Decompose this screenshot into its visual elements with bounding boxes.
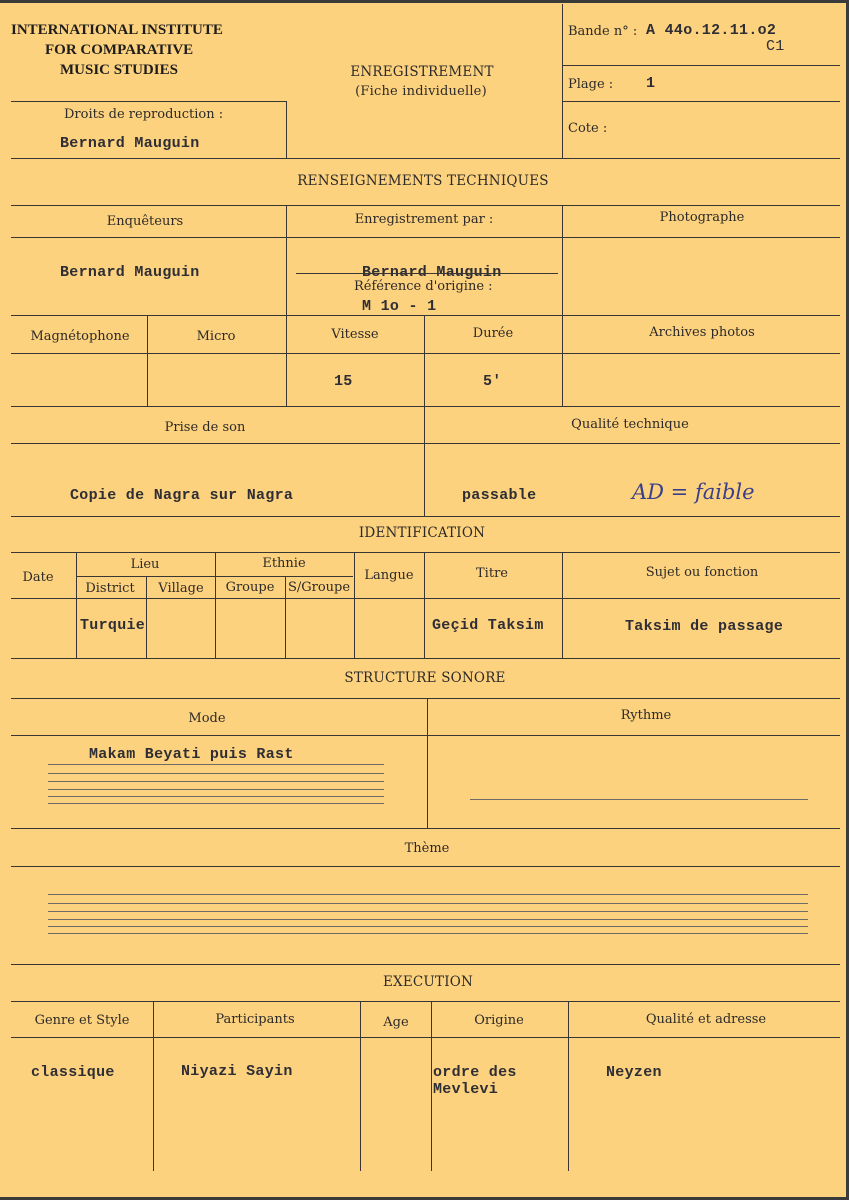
cote-label: Cote : bbox=[568, 121, 608, 136]
sujet-value: Taksim de passage bbox=[625, 618, 784, 635]
divider bbox=[562, 101, 840, 102]
enregistrement-value: Bernard Mauguin bbox=[362, 264, 502, 281]
divider bbox=[11, 698, 840, 699]
groupe-label: Groupe bbox=[225, 580, 275, 595]
divider bbox=[11, 406, 840, 407]
village-label: Village bbox=[158, 581, 204, 596]
age-label: Age bbox=[383, 1015, 409, 1030]
divider bbox=[153, 1001, 154, 1171]
write-line bbox=[48, 894, 808, 895]
divider bbox=[11, 158, 840, 159]
divider bbox=[562, 315, 563, 406]
genre-style-label: Genre et Style bbox=[34, 1013, 130, 1028]
divider bbox=[568, 1001, 569, 1171]
origine-value-line-2: Mevlevi bbox=[433, 1081, 499, 1098]
divider bbox=[11, 735, 840, 736]
mode-label: Mode bbox=[188, 711, 226, 726]
divider bbox=[11, 353, 840, 354]
mode-value: Makam Beyati puis Rast bbox=[89, 746, 294, 763]
reference-label: Référence d'origine : bbox=[354, 279, 493, 294]
divider bbox=[11, 828, 840, 829]
divider bbox=[286, 315, 287, 406]
qualite-adresse-label: Qualité et adresse bbox=[645, 1012, 767, 1027]
qualite-technique-value: passable bbox=[462, 487, 537, 504]
titre-label: Titre bbox=[476, 566, 508, 581]
district-label: District bbox=[85, 581, 135, 596]
divider bbox=[11, 964, 840, 965]
magnetophone-label: Magnétophone bbox=[30, 329, 130, 344]
divider bbox=[285, 576, 286, 658]
write-line bbox=[48, 796, 384, 797]
plage-value: 1 bbox=[646, 75, 656, 92]
divider bbox=[360, 1001, 361, 1171]
enqueteurs-value: Bernard Mauguin bbox=[60, 264, 200, 281]
district-value: Turquie bbox=[80, 617, 146, 634]
participants-label: Participants bbox=[215, 1012, 295, 1027]
rythme-label: Rythme bbox=[620, 708, 672, 723]
participants-value: Niyazi Sayin bbox=[181, 1063, 293, 1080]
divider bbox=[11, 598, 840, 599]
form-subtitle: (Fiche individuelle) bbox=[355, 84, 487, 99]
divider bbox=[11, 205, 840, 206]
form-title: ENREGISTREMENT bbox=[350, 64, 494, 80]
divider bbox=[11, 1001, 840, 1002]
write-line bbox=[48, 781, 384, 782]
droits-value: Bernard Mauguin bbox=[60, 135, 200, 152]
write-line bbox=[48, 919, 808, 920]
divider bbox=[286, 205, 287, 315]
institute-name-line-2: FOR COMPARATIVE bbox=[45, 42, 194, 58]
write-line bbox=[48, 933, 808, 934]
section-title-execution: EXECUTION bbox=[382, 974, 474, 990]
divider bbox=[424, 406, 425, 516]
divider bbox=[76, 552, 77, 658]
divider bbox=[11, 101, 286, 102]
sujet-label: Sujet ou fonction bbox=[645, 565, 759, 580]
section-title-identification: IDENTIFICATION bbox=[358, 525, 486, 541]
vitesse-value: 15 bbox=[334, 373, 353, 390]
qualite-handwritten-note: AD = faible bbox=[632, 480, 755, 504]
write-line bbox=[48, 773, 384, 774]
divider bbox=[424, 552, 425, 658]
divider bbox=[11, 658, 840, 659]
divider bbox=[562, 205, 563, 315]
enregistrement-label: Enregistrement par : bbox=[354, 212, 494, 227]
lieu-label: Lieu bbox=[130, 557, 160, 572]
divider bbox=[354, 552, 355, 658]
duree-label: Durée bbox=[472, 326, 514, 341]
sgroupe-label: S/Groupe bbox=[287, 580, 351, 595]
bande-number: A 44o.12.11.o2 bbox=[646, 22, 777, 39]
section-title-technique: RENSEIGNEMENTS TECHNIQUES bbox=[297, 173, 549, 189]
reference-value: M 1o - 1 bbox=[362, 298, 437, 315]
divider bbox=[11, 315, 840, 316]
droits-label: Droits de reproduction : bbox=[64, 107, 224, 122]
divider bbox=[11, 443, 840, 444]
institute-name-line-3: MUSIC STUDIES bbox=[60, 62, 178, 78]
enqueteurs-label: Enquêteurs bbox=[106, 214, 184, 229]
write-line bbox=[48, 911, 808, 912]
date-label: Date bbox=[22, 570, 54, 585]
divider bbox=[562, 65, 840, 66]
divider bbox=[11, 866, 840, 867]
divider bbox=[146, 576, 147, 658]
write-line bbox=[48, 789, 384, 790]
langue-label: Langue bbox=[364, 568, 414, 583]
divider bbox=[11, 1037, 840, 1038]
institute-name-line-1: INTERNATIONAL INSTITUTE bbox=[11, 22, 223, 38]
divider bbox=[427, 698, 428, 828]
divider bbox=[11, 516, 840, 517]
prise-de-son-value: Copie de Nagra sur Nagra bbox=[70, 487, 294, 504]
divider bbox=[11, 552, 840, 553]
duree-value: 5' bbox=[483, 373, 502, 390]
ethnie-label: Ethnie bbox=[262, 556, 306, 571]
write-line bbox=[470, 799, 808, 800]
qualite-technique-label: Qualité technique bbox=[571, 417, 689, 432]
divider bbox=[286, 101, 287, 158]
prise-de-son-label: Prise de son bbox=[164, 420, 246, 435]
divider bbox=[562, 552, 563, 658]
divider bbox=[424, 315, 425, 406]
divider bbox=[431, 1001, 432, 1171]
section-title-structure: STRUCTURE SONORE bbox=[344, 670, 506, 686]
vitesse-label: Vitesse bbox=[331, 327, 379, 342]
bande-suffix: C1 bbox=[766, 38, 785, 55]
strike-line bbox=[296, 273, 558, 274]
origine-value-line-1: ordre des bbox=[433, 1064, 517, 1081]
theme-label: Thème bbox=[404, 841, 450, 856]
origine-label: Origine bbox=[474, 1013, 524, 1028]
photographe-label: Photographe bbox=[659, 210, 745, 225]
divider bbox=[147, 315, 148, 406]
scan-edge-top bbox=[0, 0, 849, 3]
plage-label: Plage : bbox=[568, 77, 614, 92]
qualite-adresse-value: Neyzen bbox=[606, 1064, 662, 1081]
write-line bbox=[48, 903, 808, 904]
divider bbox=[215, 552, 216, 658]
micro-label: Micro bbox=[196, 329, 236, 344]
write-line bbox=[48, 764, 384, 765]
write-line bbox=[48, 926, 808, 927]
bande-label: Bande n° : bbox=[568, 24, 638, 39]
divider bbox=[562, 4, 563, 158]
write-line bbox=[48, 803, 384, 804]
archives-photos-label: Archives photos bbox=[649, 325, 755, 340]
divider bbox=[11, 237, 840, 238]
titre-value: Geçid Taksim bbox=[432, 617, 544, 634]
genre-style-value: classique bbox=[31, 1064, 115, 1081]
